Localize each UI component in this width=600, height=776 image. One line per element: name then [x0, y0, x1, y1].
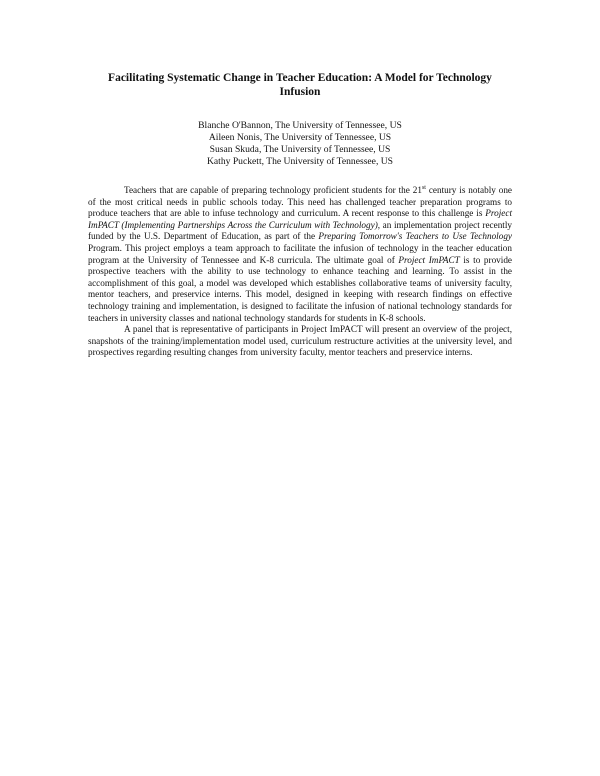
- author-line: Aileen Nonis, The University of Tennessee, US: [208, 132, 392, 143]
- paper-title: Facilitating Systematic Change in Teacher Education: A Model for Technology Infusion: [108, 72, 492, 98]
- paragraph-1: [88, 185, 512, 324]
- paragraph-1-text: is to provide prospective teachers with the ability to use technology to enhance teaching and learning. To assist in the accomplishment of this goal, a model was developed which establishes collaborative teams of university faculty, mentor teachers, and preservice interns. This model, designed in keeping with research findings on effective technology training and implementation, is designed to facilitate the infusion of national technology standards for teachers in university classes and national technology standards for students in K-8 schools.: [88, 254, 512, 323]
- author-list: [150, 120, 450, 168]
- paragraph-1-text: , an implementation project recently funded by the U.S. Department of Education, as part of the: [88, 219, 512, 242]
- paragraph-1-text: century is notably one of the most critical needs in public schools today. This need has challenged teacher preparation programs to produce teachers that are able to infuse technology and curriculum. A recent response to this challenge is: [88, 185, 512, 219]
- author-line: Kathy Puckett, The University of Tennessee, US: [206, 156, 394, 167]
- project-name-italic: Project ImPACT: [398, 254, 460, 265]
- paragraph-2: A panel that is representative of participants in Project ImPACT will present an overview of the project, snapshots of the training/implementation model used, curriculum restructure activities at the university level, and prospectives regarding resulting changes from university faculty, mentor teachers and preservice interns.: [88, 324, 512, 358]
- abstract-body: [88, 185, 512, 359]
- program-name-italic: Preparing Tomorrow's Teachers to Use Technology: [318, 231, 512, 242]
- paragraph-1-text: Program. This project employs a team approach to facilitate the infusion of technology in the teacher education program at the University of Tennessee and K-8 curricula. The ultimate goal of: [88, 242, 512, 265]
- author-line: Susan Skuda, The University of Tennessee, US: [209, 144, 391, 155]
- paragraph-1-text: Teachers that are capable of preparing technology proficient students for the 21: [124, 185, 422, 195]
- ordinal-superscript: st: [421, 184, 426, 191]
- author-line: Blanche O'Bannon, The University of Tennessee, US: [198, 120, 402, 131]
- project-name-italic: Project ImPACT (Implementing Partnerships Across the Curriculum with Technology): [88, 208, 512, 230]
